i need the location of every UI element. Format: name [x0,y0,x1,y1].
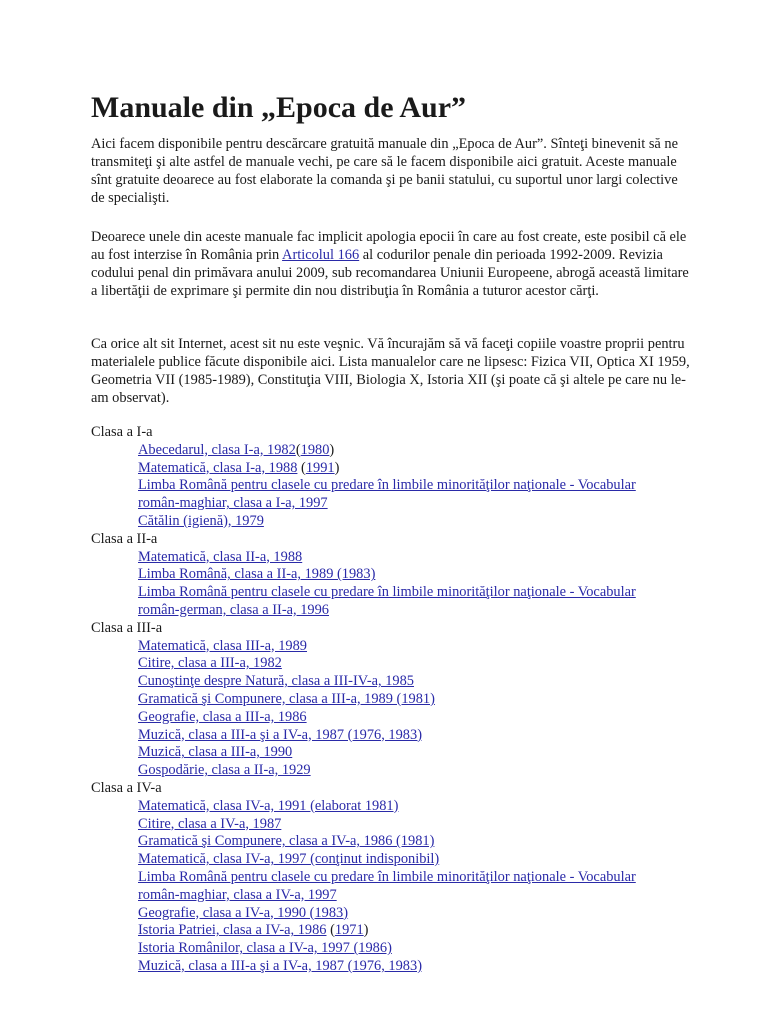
textbook-list-item [91,566,731,584]
textbook-link[interactable]: Geografie, clasa a IV-a, 1990 (1983) [138,904,349,921]
textbook-list-item [91,584,731,602]
textbook-list-item [91,905,731,923]
textbook-link[interactable]: român-maghiar, clasa a IV-a, 1997 [138,886,337,903]
textbook-list-item [91,513,731,531]
textbook-list-item [91,727,731,745]
textbook-link[interactable]: Istoria Românilor, clasa a IV-a, 1997 (1986) [138,940,392,957]
class-heading: Clasa a III-a [91,619,163,636]
intro-p2-text-after: al codurilor penale din perioada 1992-2009. Revizia codului penal din primăvara anului 2009, sub recomandarea Uniunii Europeene, abrogă această limitare a libertăţii de exprimare şi permite din nou distribuţia în România a tuturor acestor cărţi. [91,246,689,299]
textbook-list-item [91,602,731,620]
textbook-link[interactable]: român-german, clasa a II-a, 1996 [138,601,329,618]
textbook-link[interactable]: Gospodărie, clasa a II-a, 1929 [138,762,311,779]
textbook-link[interactable]: Muzică, clasa a III-a şi a IV-a, 1987 (1976, 1983) [138,726,422,743]
textbook-link[interactable]: Istoria Patriei, clasa a IV-a, 1986 [138,922,327,939]
textbook-link[interactable]: Muzică, clasa a III-a şi a IV-a, 1987 (1976, 1983) [138,957,422,974]
textbook-list-item [91,638,731,656]
intro-paragraph-1: Aici facem disponibile pentru descărcare gratuită manuale din „Epoca de Aur”. Sînteţi binevenit să ne transmiteţi şi alte astfel de manuale vechi, pe care să le facem disponibile aici gratuit. Aceste manuale sînt gratuite deoarece au fost elaborate la comanda şi pe banii statului, cu suportul unor largi colective de specialişti. [91,136,678,206]
article-166-link[interactable]: Articolul 166 [282,246,360,263]
textbook-list [91,424,731,976]
textbook-list-item [91,673,731,691]
textbook-list-item [91,922,731,940]
textbook-list-item [91,869,731,887]
class-heading: Clasa a II-a [91,530,158,547]
textbook-link[interactable]: Muzică, clasa a III-a, 1990 [138,744,293,761]
textbook-link[interactable]: român-maghiar, clasa a I-a, 1997 [138,495,328,512]
textbook-list-item [91,744,731,762]
textbook-list-item [91,477,731,495]
textbook-link[interactable]: Geografie, clasa a III-a, 1986 [138,708,307,725]
link-separator-text: ) [329,441,335,458]
textbook-link[interactable]: Limba Română pentru clasele cu predare în limbile minorităţilor naţionale - Vocabular [138,584,636,601]
textbook-link[interactable]: Abecedarul, clasa I-a, 1982 [138,441,296,458]
textbook-list-item [91,958,731,976]
textbook-link[interactable]: Matematică, clasa II-a, 1988 [138,548,303,565]
textbook-list-item [91,691,731,709]
textbook-list-item [91,709,731,727]
link-separator-text: ( [295,441,301,458]
textbook-link[interactable]: Matematică, clasa I-a, 1988 [138,459,298,476]
intro-paragraph-3: Ca orice alt sit Internet, acest sit nu este veşnic. Vă încurajăm să vă faceţi copiile voastre proprii pentru materialele publice făcute disponibile aici. Lista manualelor care ne lipsesc: Fizica VII, Optica XI 1959, Geometria VII (1985-1989), Constituţia VIII, Biologia X, Istoria XII (şi poate că şi altele pe care nu le-am observat). [91,336,690,406]
textbook-list-item [91,798,731,816]
textbook-list-item [91,495,731,513]
textbook-list-item [91,442,731,460]
intro-paragraph-2 [91,229,691,301]
textbook-link[interactable]: Citire, clasa a III-a, 1982 [138,655,282,672]
textbook-list-item [91,549,731,567]
alternate-edition-link[interactable]: 1980 [300,441,330,458]
link-separator-text: ) [363,922,369,939]
textbook-list-item [91,816,731,834]
textbook-link[interactable]: Matematică, clasa IV-a, 1991 (elaborat 1981) [138,797,399,814]
textbook-link[interactable]: Limba Română pentru clasele cu predare în limbile minorităţilor naţionale - Vocabular [138,868,636,885]
textbook-list-item [91,460,731,478]
intro-p2-text-before: Deoarece unele din aceste manuale fac implicit apologia epocii în care au fost create, este posibil că ele au fost interzise în România prin [91,229,687,263]
textbook-list-item [91,762,731,780]
textbook-list-item [91,887,731,905]
page-title: Manuale din „Epoca de Aur” [91,91,467,124]
alternate-edition-link[interactable]: 1971 [334,922,364,939]
textbook-link[interactable]: Matematică, clasa IV-a, 1997 (conţinut indisponibil) [138,851,440,868]
textbook-link[interactable]: Citire, clasa a IV-a, 1987 [138,815,282,832]
textbook-link[interactable]: Cătălin (igienă), 1979 [138,512,264,529]
textbook-link[interactable]: Limba Română, clasa a II-a, 1989 (1983) [138,566,376,583]
link-separator-text: ) [334,459,340,476]
textbook-list-item [91,655,731,673]
alternate-edition-link[interactable]: 1991 [305,459,335,476]
textbook-link[interactable]: Gramatică şi Compunere, clasa a III-a, 1989 (1981) [138,690,435,707]
textbook-list-item [91,940,731,958]
textbook-link[interactable]: Cunoştinţe despre Natură, clasa a III-IV-a, 1985 [138,673,414,690]
textbook-link[interactable]: Matematică, clasa III-a, 1989 [138,637,308,654]
textbook-list-item [91,851,731,869]
textbook-link[interactable]: Limba Română pentru clasele cu predare în limbile minorităţilor naţionale - Vocabular [138,477,636,494]
class-heading: Clasa a IV-a [91,779,162,796]
link-separator-text: ( [326,922,335,939]
link-separator-text: ( [297,459,306,476]
textbook-link[interactable]: Gramatică şi Compunere, clasa a IV-a, 1986 (1981) [138,833,435,850]
class-heading: Clasa a I-a [91,424,153,440]
textbook-list-item [91,833,731,851]
